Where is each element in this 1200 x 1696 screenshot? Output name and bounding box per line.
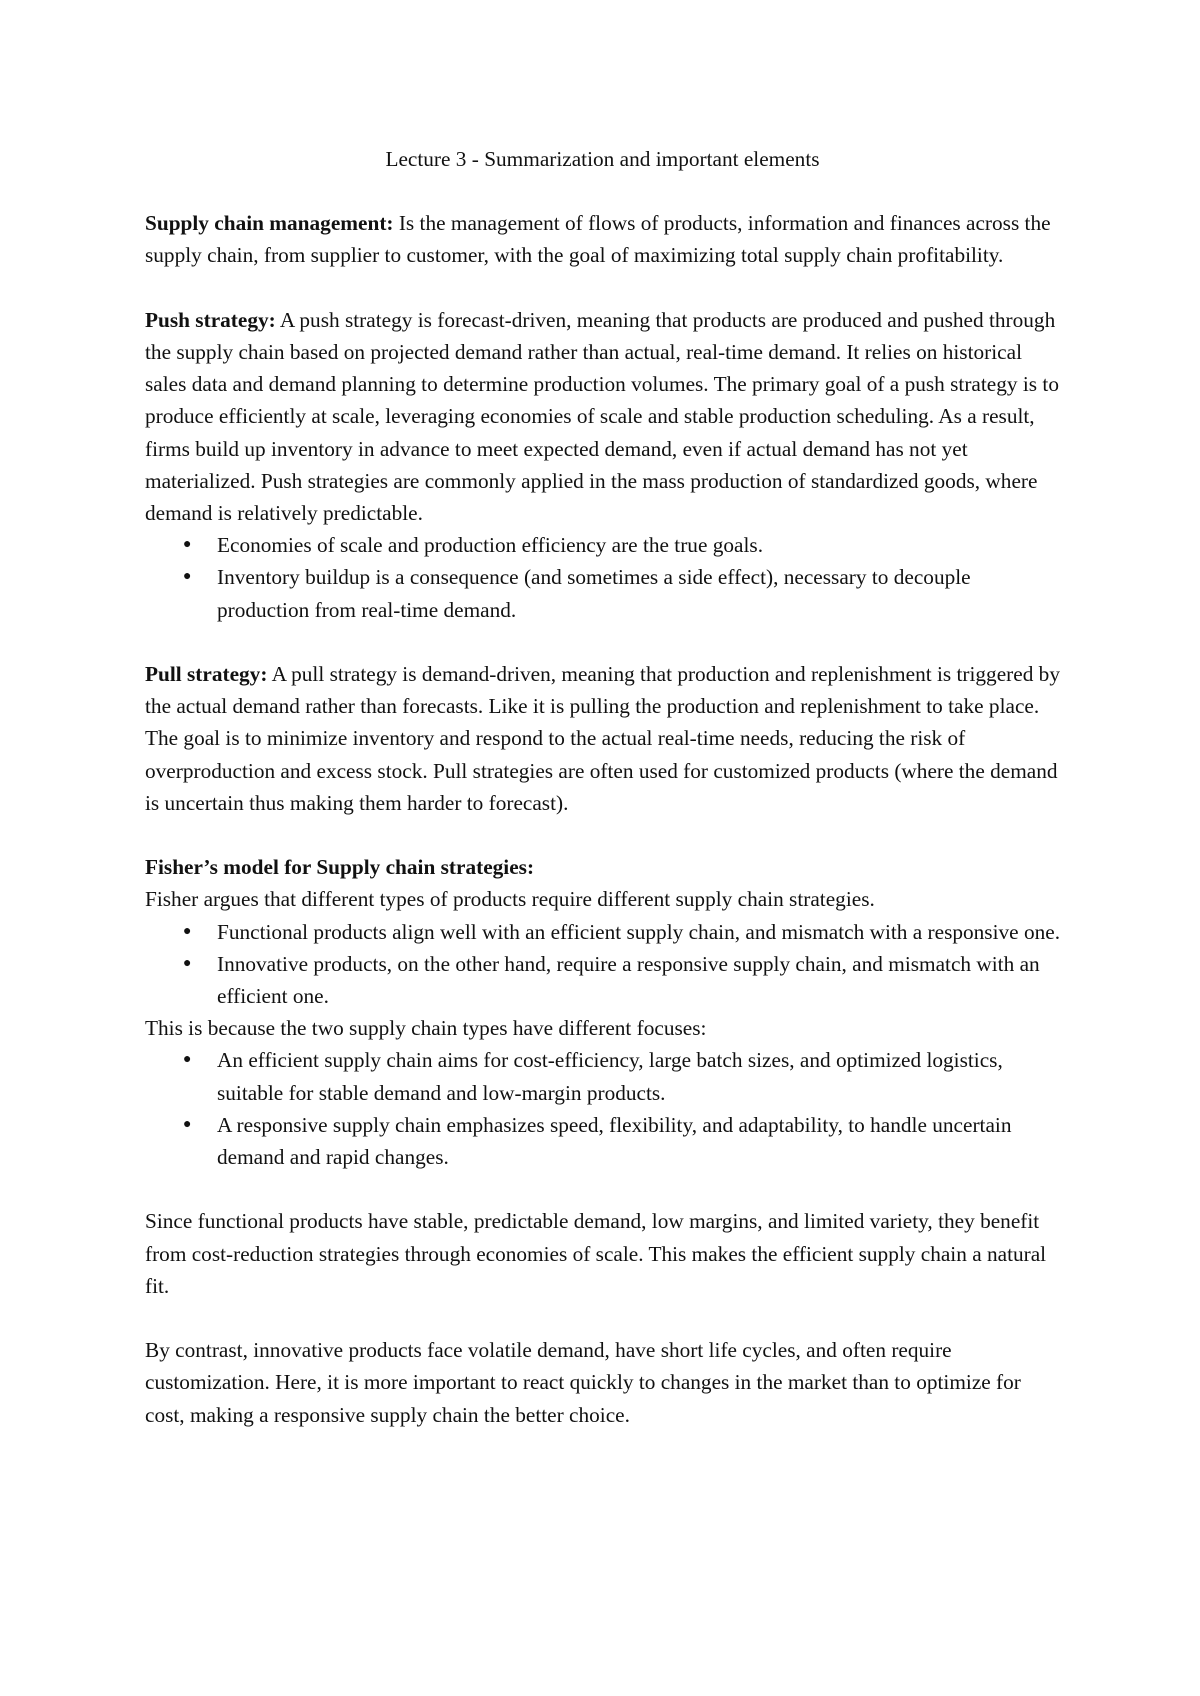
bullet-icon: ● [183, 923, 192, 939]
spacer [145, 819, 1060, 851]
pull-paragraph [145, 658, 1060, 819]
bullet-text: Functional products align well with an efficient supply chain, and mismatch with a responsive one. [217, 919, 1061, 944]
scm-term: Supply chain management: [145, 211, 394, 236]
fisher-intro: Fisher argues that different types of products require different supply chain strategies. [145, 887, 875, 912]
list-item [145, 529, 1060, 561]
list-item [145, 916, 1060, 948]
push-paragraph [145, 304, 1060, 529]
bullet-icon: ● [183, 537, 192, 553]
list-item [145, 561, 1060, 625]
bullet-text: An efficient supply chain aims for cost-efficiency, large batch sizes, and optimized logistics, suitable for stable demand and low-margin products. [217, 1048, 1003, 1105]
pull-term: Pull strategy: [145, 662, 268, 687]
fisher-chain-list [145, 1044, 1060, 1173]
fisher-middle: This is because the two supply chain types have different focuses: [145, 1016, 707, 1041]
push-definition: A push strategy is forecast-driven, meaning that products are produced and pushed through the supply chain based on projected demand rather than actual, real-time demand. It relies on historical sales data and demand planning to determine production volumes. The primary goal of a push strategy is to produce efficiently at scale, leveraging economies of scale and stable production scheduling. As a result, firms build up inventory in advance to meet expected demand, even if actual demand has not yet materialized. Push strategies are commonly applied in the mass production of standardized goods, where demand is relatively predictable. [145, 307, 1059, 526]
functional-paragraph: Since functional products have stable, predictable demand, low margins, and limited variety, they benefit from cost-reduction strategies through economies of scale. This makes the efficient supply chain a natural fit. [145, 1209, 1047, 1298]
bullet-text: Innovative products, on the other hand, require a responsive supply chain, and mismatch with an efficient one. [217, 951, 1040, 1009]
spacer [145, 1302, 1060, 1334]
bullet-icon: ● [183, 1116, 192, 1132]
bullet-text: Inventory buildup is a consequence (and sometimes a side effect), necessary to decouple production from real-time demand. [217, 565, 971, 622]
list-item [145, 948, 1060, 1012]
bullet-icon: ● [183, 569, 192, 585]
push-bullet-list [145, 529, 1060, 626]
bullet-icon: ● [183, 1052, 192, 1068]
fisher-heading: Fisher’s model for Supply chain strategies: [145, 855, 535, 880]
push-term: Push strategy: [145, 307, 276, 332]
spacer [145, 626, 1060, 658]
spacer [145, 1173, 1060, 1205]
innovative-paragraph: By contrast, innovative products face volatile demand, have short life cycles, and often require customization. Here, it is more important to react quickly to changes in the market than to optimize for cost, making a responsive supply chain the better choice. [145, 1338, 1021, 1427]
document-title: Lecture 3 - Summarization and important elements [385, 147, 820, 171]
list-item [145, 1109, 1060, 1173]
list-item [145, 1044, 1060, 1108]
scm-definition: Is the management of flows of products, information and finances across the supply chain, from supplier to customer, with the goal of maximizing total supply chain profitability. [145, 211, 1051, 268]
pull-definition: A pull strategy is demand-driven, meaning that production and replenishment is triggered by the actual demand rather than forecasts. Like it is pulling the production and replenishment to take place. The goal is to minimize inventory and respond to the actual real-time needs, reducing the risk of overproduction and excess stock. Pull strategies are often used for customized products (where the demand is uncertain thus making them harder to forecast). [145, 662, 1060, 815]
bullet-text: A responsive supply chain emphasizes speed, flexibility, and adaptability, to handle uncertain demand and rapid changes. [217, 1112, 1012, 1170]
scm-paragraph [145, 207, 1060, 271]
spacer [145, 272, 1060, 304]
fisher-product-list [145, 916, 1060, 1013]
bullet-text: Economies of scale and production efficiency are the true goals. [217, 533, 764, 558]
bullet-icon: ● [183, 955, 192, 971]
